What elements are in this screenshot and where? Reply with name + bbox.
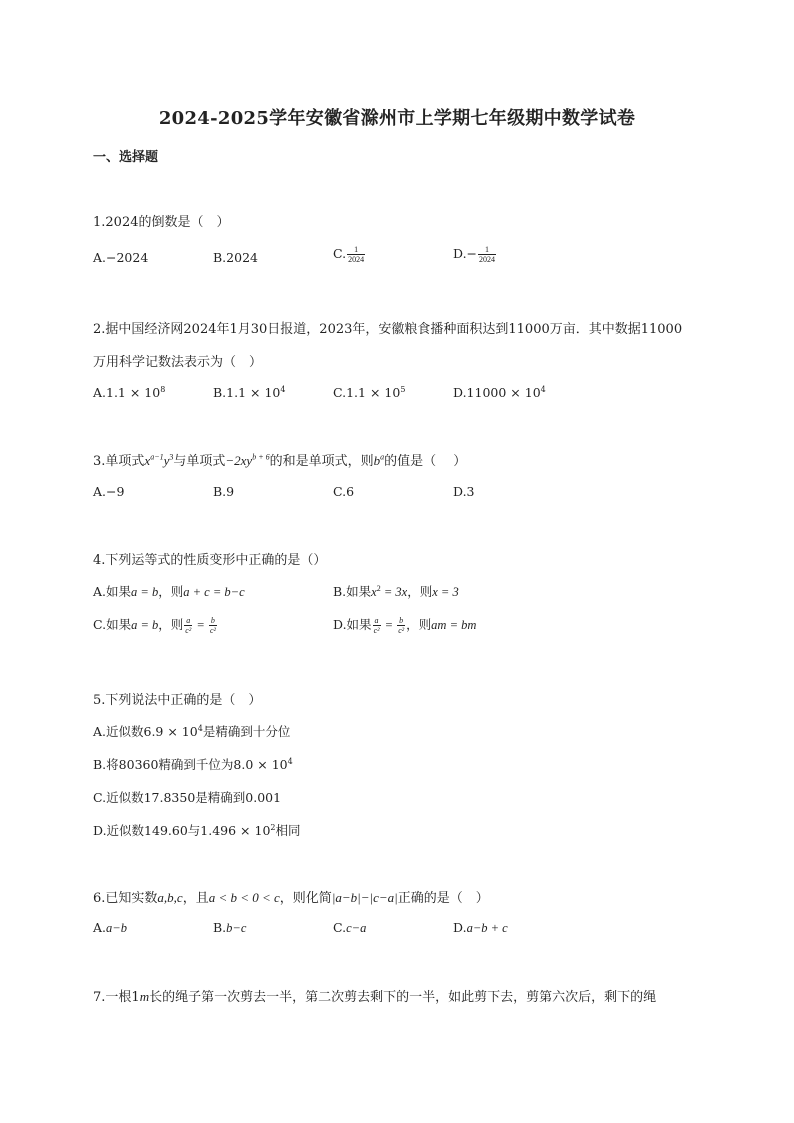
- question-2-stem-line1: 2.据中国经济网2024年1月30日报道，2023年，安徽粮食播种面积达到11000万亩．其中数据11000: [93, 322, 683, 337]
- question-2-stem-line2: 万用科学记数法表示为（ ）: [93, 355, 263, 370]
- question-6-stem: 6.已知实数a,b,c，且a < b < 0 < c，则化简|a−b|−|c−a|正确的是（ ）: [93, 890, 489, 906]
- q3-option-d: D.3: [453, 484, 475, 499]
- q1-option-a: A.−2024: [93, 250, 149, 265]
- q6-option-d: D.a−b + c: [453, 920, 508, 935]
- fraction: $\frac{b}{\text{c²}}$: [398, 616, 405, 635]
- question-5-stem: 5.下列说法中正确的是（ ）: [93, 693, 262, 708]
- exam-title: 2024-2025学年安徽省滁州市上学期七年级期中数学试卷: [158, 108, 636, 129]
- q4-option-a: A.如果a = b，则a + c = b−c: [93, 584, 245, 599]
- fraction: $\frac{1}{2024}$: [479, 245, 496, 264]
- q6-option-c: C.c−a: [333, 920, 367, 935]
- fraction: $\frac{a}{\text{c²}}$: [185, 616, 192, 635]
- question-7-stem: 7.一根1m长的绳子第一次剪去一半，第二次剪去剩下的一半，如此剪下去，剪第六次后，剩下的绳: [93, 989, 657, 1005]
- q2-option-b: $B.1.1 \times 10^4$: [213, 384, 286, 400]
- q4-option-b: B.如果$x^2 = 3x$，则x = 3: [333, 583, 459, 599]
- fraction: $\frac{b}{\text{c²}}$: [209, 616, 216, 635]
- q1-option-d: D.− $\frac{1}{2024}$: [453, 245, 496, 264]
- fraction: $\frac{a}{\text{c²}}$: [373, 616, 380, 635]
- question-3-stem: 3.单项式$x^{a-1}y^3$与单项式$-2xy^{b + 6}$的和是单项式，则$b^a$的值是（ ）: [93, 452, 467, 469]
- q1-option-b: B.2024: [213, 250, 258, 265]
- q3-option-c: C.6: [333, 484, 355, 499]
- q2-option-c: $C.1.1 \times 10^5$: [333, 384, 406, 400]
- question-1-stem: 1.2024的倒数是（ ）: [93, 215, 230, 230]
- q5-option-d: D.近似数149.60与$1.496 \times 10^2$相同: [93, 822, 301, 838]
- q4-option-d: D.如果 $\frac{a}{\text{c²}}$ = $\frac{b}{\text{c²}}$ ，则am = bm: [333, 616, 477, 635]
- q6-option-b: B.b−c: [213, 920, 247, 935]
- section-heading: 一、选择题: [93, 150, 159, 165]
- q4-option-c: C.如果a = b，则 $\frac{a}{\text{c²}}$ = $\frac{b}{\text{c²}}$: [93, 616, 216, 635]
- q5-option-b: B.将80360精确到千位为$8.0 \times 10^4$: [93, 756, 293, 772]
- fraction: $\frac{1}{2024}$: [348, 245, 365, 264]
- q1-option-c: C. $\frac{1}{2024}$: [333, 245, 365, 264]
- q3-option-a: A.−9: [93, 484, 125, 499]
- question-4-stem: 4.下列运等式的性质变形中正确的是（）: [93, 553, 327, 568]
- q3-option-b: B.9: [213, 484, 235, 499]
- q6-option-a: A.a−b: [93, 920, 127, 935]
- q2-option-d: $D.11000 \times 10^4$: [453, 384, 546, 400]
- q2-option-a: $A.1.1 \times 10^8$: [93, 384, 166, 400]
- q5-option-c: C.近似数17.8350是精确到0.001: [93, 790, 282, 805]
- q5-option-a: A.近似数$6.9 \times 10^4$是精确到十分位: [93, 723, 291, 739]
